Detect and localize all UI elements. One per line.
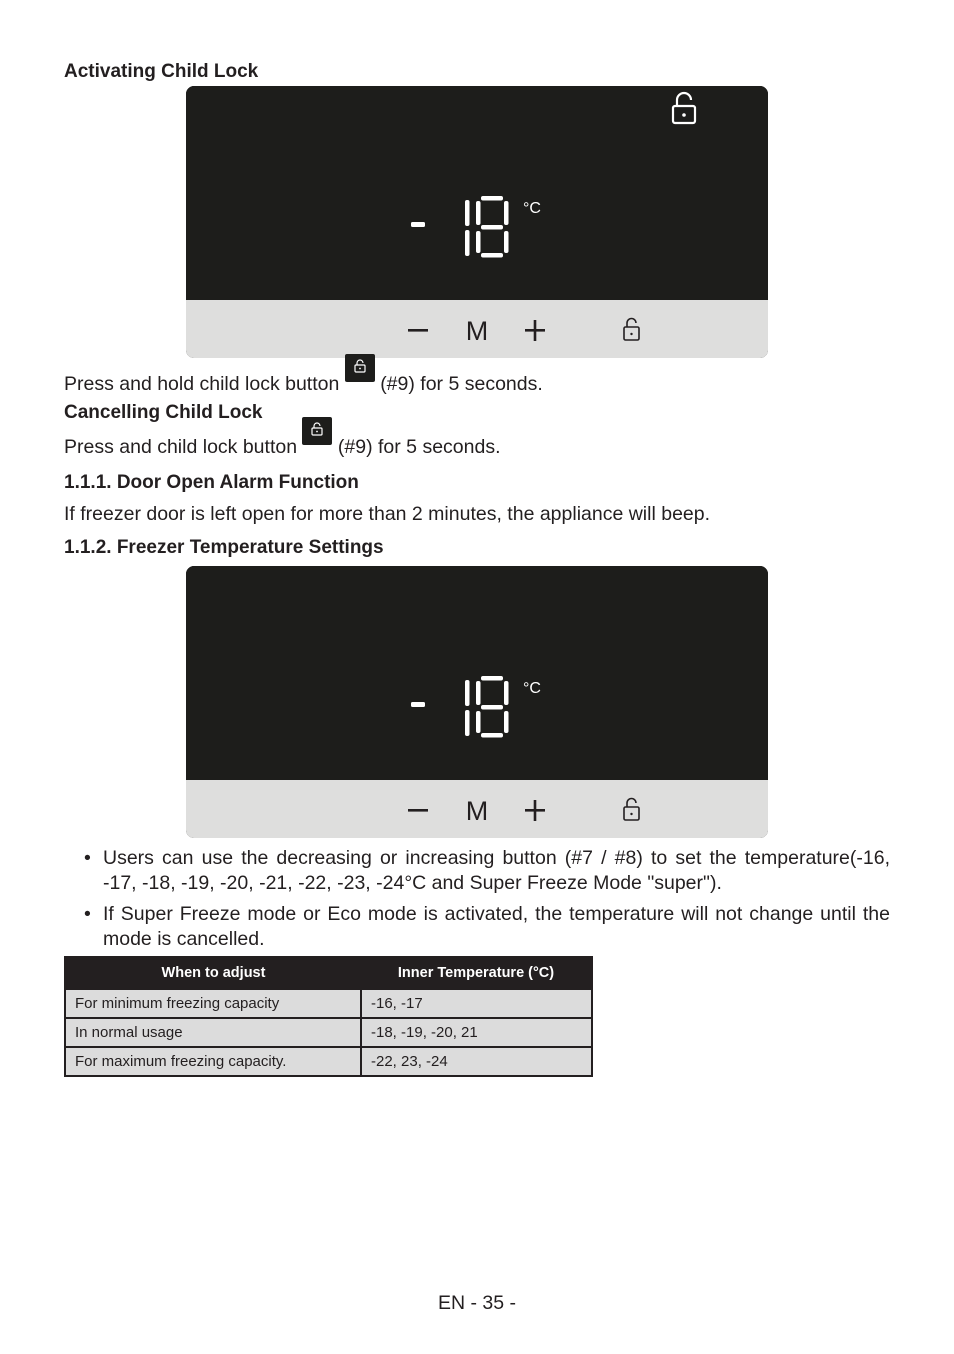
bullet-item: • If Super Freeze mode or Eco mode is activated, the temperature will not change until the mode is cancelled. <box>84 902 890 951</box>
display-minus-sign <box>411 702 425 707</box>
table-row <box>65 989 592 1018</box>
display-graphics <box>186 566 768 838</box>
table-cell: For minimum freezing capacity <box>65 989 361 1018</box>
child-lock-button-icon <box>345 354 375 382</box>
display-digit-1 <box>465 680 470 736</box>
control-panel-illustration-1 <box>186 86 768 358</box>
minus-button-glyph <box>408 329 428 332</box>
plus-button-glyph <box>525 320 545 341</box>
display-digit-8 <box>476 196 509 258</box>
instruction-cancel-before: Press and child lock button <box>64 436 298 458</box>
child-lock-button-icon <box>302 417 332 445</box>
display-digit-1 <box>465 200 470 256</box>
instruction-activate-after: (#9) for 5 seconds. <box>380 373 543 395</box>
display-digit-8 <box>476 676 509 738</box>
bar-lock-icon <box>624 319 639 341</box>
plus-button-glyph <box>525 800 545 821</box>
heading-cancelling-child-lock: Cancelling Child Lock <box>64 402 263 423</box>
screen-lock-icon <box>673 93 695 123</box>
table-row <box>65 1047 592 1076</box>
mode-button-glyph: M <box>465 316 489 346</box>
instruction-activate-before: Press and hold child lock button <box>64 373 340 395</box>
table-row <box>65 1018 592 1047</box>
table-cell: -16, -17 <box>361 989 592 1018</box>
heading-door-open-alarm: 1.1.1. Door Open Alarm Function <box>64 472 359 493</box>
instruction-cancel <box>64 427 501 459</box>
mode-button-glyph: M <box>465 796 489 826</box>
bullet-item: • Users can use the decreasing or increasing button (#7 / #8) to set the temperature(-16, -17, -18, -19, -20, -21, -22, -23, -24°C and Super Freeze Mode "super"). <box>84 846 890 895</box>
table-header-temperature: Inner Temperature (°C) <box>361 957 592 989</box>
temperature-table <box>64 956 593 1077</box>
temperature-bullet-list <box>84 846 890 958</box>
display-unit: °C <box>523 200 541 217</box>
display-unit: °C <box>523 680 541 697</box>
table-cell: In normal usage <box>65 1018 361 1047</box>
heading-activating-child-lock: Activating Child Lock <box>64 61 259 82</box>
bar-lock-icon <box>624 799 639 821</box>
display-graphics <box>186 86 768 358</box>
instruction-activate <box>64 364 543 396</box>
door-alarm-text: If freezer door is left open for more than 2 minutes, the appliance will beep. <box>64 503 711 525</box>
heading-freezer-temperature-settings: 1.1.2. Freezer Temperature Settings <box>64 537 384 558</box>
page-number: EN - 35 - <box>437 1292 517 1314</box>
table-cell: -22, 23, -24 <box>361 1047 592 1076</box>
display-minus-sign <box>411 222 425 227</box>
table-cell: -18, -19, -20, 21 <box>361 1018 592 1047</box>
instruction-cancel-after: (#9) for 5 seconds. <box>337 436 501 458</box>
table-header-row <box>65 957 592 989</box>
table-cell: For maximum freezing capacity. <box>65 1047 361 1076</box>
table-header-when: When to adjust <box>65 957 361 989</box>
control-panel-illustration-2 <box>186 566 768 838</box>
minus-button-glyph <box>408 809 428 812</box>
